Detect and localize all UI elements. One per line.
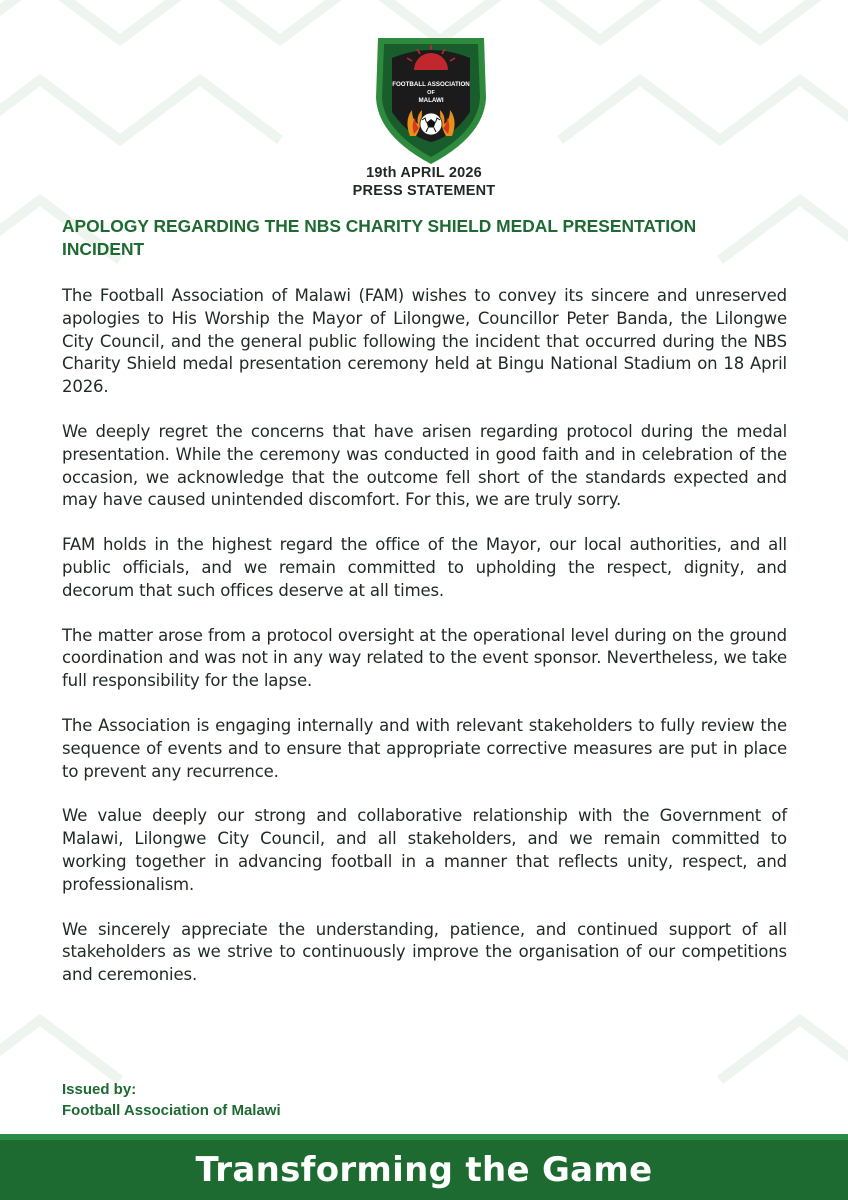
footer-tagline: Transforming the Game bbox=[195, 1150, 653, 1190]
paragraph-5: The Association is engaging internally and with relevant stakeholders to fully review the sequence of events and to ensure that appropriate corrective measures are put in place to prevent any recurrence. bbox=[62, 715, 787, 781]
logo-text-line3: MALAWI bbox=[418, 97, 444, 104]
issued-by-label: Issued by: bbox=[62, 1081, 137, 1098]
statement-type: PRESS STATEMENT bbox=[352, 183, 496, 199]
fam-crest-logo bbox=[370, 28, 492, 168]
paragraph-1: The Football Association of Malawi (FAM) wishes to convey its sincere and unreserved apologies to His Worship the Mayor of Lilongwe, Councillor Peter Banda, the Lilongwe City Council, and the general public following the incident that occurred during the NBS Charity Shield medal presentation ceremony held at Bingu National Stadium on 18 April 2026. bbox=[62, 286, 787, 397]
logo-text-line2: OF bbox=[427, 90, 435, 96]
statement-body bbox=[62, 285, 787, 1009]
statement-date: 19th APRIL 2026 bbox=[366, 165, 482, 181]
paragraph-2: We deeply regret the concerns that have arisen regarding protocol during the medal presentation. While the ceremony was conducted in good faith and in celebration of the occasion, we acknowledge that the outcome fell short of the standards expected and may have caused unintended discomfort. For this, we are truly sorry. bbox=[62, 421, 787, 510]
football-icon bbox=[420, 113, 442, 135]
issued-by-name: Football Association of Malawi bbox=[62, 1102, 281, 1119]
paragraph-4: The matter arose from a protocol oversight at the operational level during on the ground coordination and was not in any way related to the event sponsor. Nevertheless, we take full responsibility for the lapse. bbox=[62, 625, 787, 691]
paragraph-7: We sincerely appreciate the understanding, patience, and continued support of all stakeholders as we strive to continuously improve the organisation of our competitions and ceremonies. bbox=[62, 919, 787, 985]
logo-text-line1: FOOTBALL ASSOCIATION bbox=[392, 81, 470, 88]
paragraph-6: We value deeply our strong and collaborative relationship with the Government of Malawi, Lilongwe City Council, and all stakeholders, and we remain committed to working together in advancing football in a manner that reflects unity, respect, and professionalism. bbox=[62, 806, 787, 894]
paragraph-3: FAM holds in the highest regard the office of the Mayor, our local authorities, and all public officials, and we remain committed to upholding the respect, dignity, and decorum that such offices deserve at all times. bbox=[62, 535, 787, 600]
headline: APOLOGY REGARDING THE NBS CHARITY SHIELD MEDAL PRESENTATION INCIDENT bbox=[62, 216, 697, 259]
issued-by bbox=[62, 1079, 281, 1121]
